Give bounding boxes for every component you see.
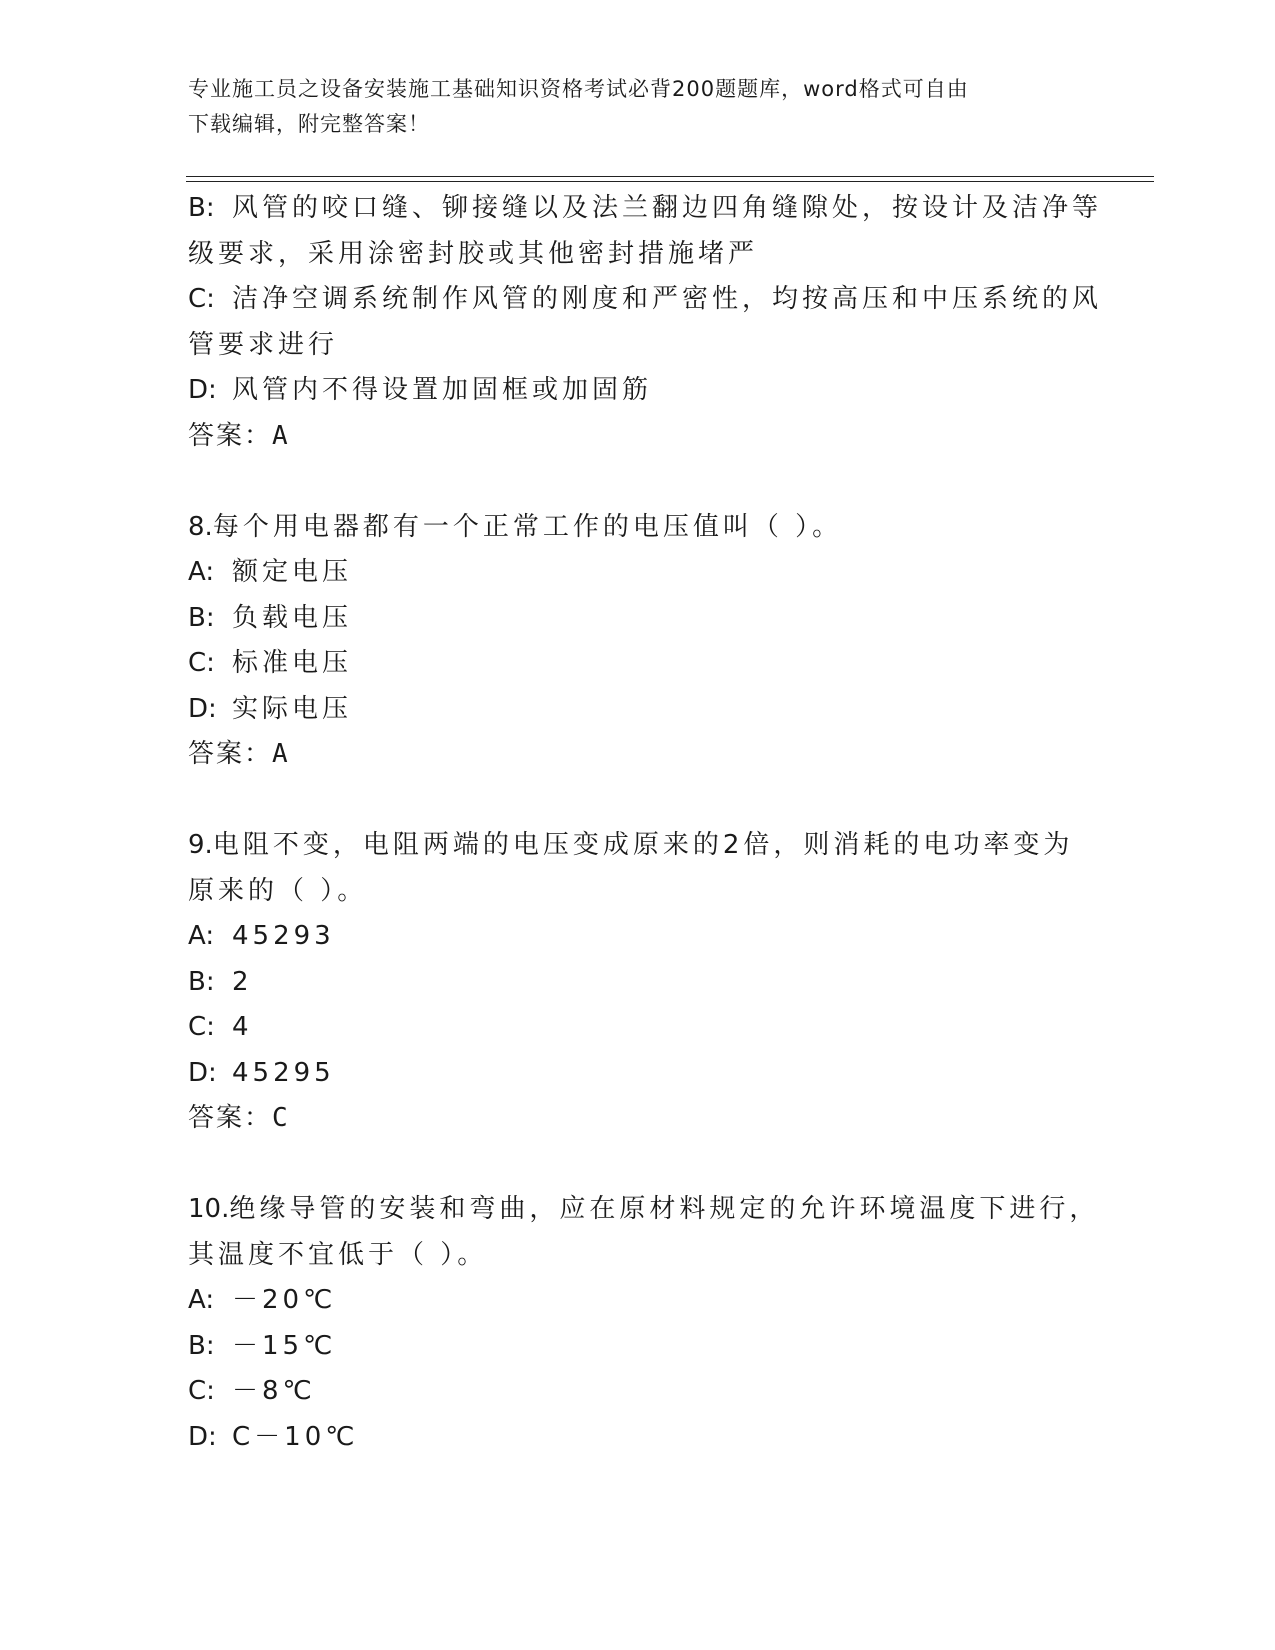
answer-line: 答案：A bbox=[188, 739, 290, 769]
option-key: D: bbox=[188, 693, 217, 724]
question-stem: 电阻不变，电阻两端的电压变成原来的2倍，则消耗的电功率变为 bbox=[212, 830, 1074, 860]
option-text: C－10℃ bbox=[232, 1421, 359, 1452]
option-text: 实际电压 bbox=[232, 693, 353, 724]
question-text-continued: 其温度不宜低于（ ）。 bbox=[188, 1239, 488, 1270]
option-key: A: bbox=[188, 1285, 215, 1315]
option-text: 洁净空调系统制作风管的刚度和严密性，均按高压和中压系统的风 bbox=[232, 284, 1103, 314]
option-a bbox=[188, 550, 1088, 596]
question-10 bbox=[188, 1187, 1100, 1460]
question-text bbox=[188, 505, 1088, 551]
option-b-continued: 级要求，采用涂密封胶或其他密封措施堵严 bbox=[188, 238, 759, 269]
header-divider-top bbox=[186, 176, 1154, 177]
option-text: 标准电压 bbox=[232, 648, 353, 678]
option-text: －15℃ bbox=[232, 1330, 337, 1361]
option-b bbox=[188, 596, 1088, 642]
option-c-continued: 管要求进行 bbox=[188, 329, 339, 360]
option-key: C: bbox=[188, 1376, 215, 1406]
option-text: 4 bbox=[232, 1012, 253, 1042]
question-text bbox=[188, 823, 1088, 869]
option-key: A: bbox=[188, 557, 215, 587]
option-d bbox=[188, 1051, 1088, 1097]
option-key: D: bbox=[188, 1421, 217, 1452]
option-key: B: bbox=[188, 193, 215, 223]
document-body bbox=[188, 186, 1103, 1460]
question-9 bbox=[188, 823, 1088, 1142]
option-key: C: bbox=[188, 648, 215, 678]
option-text: 2 bbox=[232, 966, 253, 997]
header-line-1: 专业施工员之设备安装施工基础知识资格考试必背200题题库，word格式可自由 bbox=[188, 77, 969, 101]
option-d bbox=[188, 368, 1088, 414]
question-number: 10. bbox=[188, 1194, 230, 1224]
prev-question bbox=[188, 186, 1103, 459]
header-line-2: 下载编辑，附完整答案！ bbox=[188, 112, 430, 136]
option-key: B: bbox=[188, 1330, 215, 1361]
option-key: B: bbox=[188, 966, 215, 997]
option-key: C: bbox=[188, 284, 215, 314]
question-stem: 每个用电器都有一个正常工作的电压值叫（ ）。 bbox=[212, 511, 843, 542]
option-key: D: bbox=[188, 1057, 217, 1088]
option-key: A: bbox=[188, 921, 215, 951]
option-b bbox=[188, 186, 1103, 232]
option-text: 45295 bbox=[232, 1057, 335, 1088]
question-text bbox=[188, 1187, 1100, 1233]
question-number: 8. bbox=[188, 511, 213, 542]
option-key: C: bbox=[188, 1012, 215, 1042]
option-text: 45293 bbox=[232, 921, 335, 951]
question-8 bbox=[188, 505, 1088, 778]
option-c bbox=[188, 1005, 1088, 1051]
answer-line: 答案：A bbox=[188, 420, 290, 451]
option-key: D: bbox=[188, 375, 217, 405]
option-d bbox=[188, 687, 1088, 733]
option-text: 风管的咬口缝、铆接缝以及法兰翻边四角缝隙处，按设计及洁净等 bbox=[232, 193, 1103, 223]
option-a bbox=[188, 914, 1088, 960]
option-a bbox=[188, 1278, 1088, 1324]
option-text: －8℃ bbox=[232, 1376, 316, 1406]
header-divider-bottom bbox=[186, 181, 1154, 182]
answer-line: 答案：C bbox=[188, 1103, 290, 1133]
question-stem: 绝缘导管的安装和弯曲，应在原材料规定的允许环境温度下进行， bbox=[229, 1194, 1100, 1224]
document-header bbox=[188, 72, 1068, 142]
spacer bbox=[188, 778, 1088, 824]
spacer bbox=[188, 459, 1088, 505]
option-text: 风管内不得设置加固框或加固筋 bbox=[232, 375, 653, 405]
spacer bbox=[188, 1142, 1088, 1188]
option-text: 负载电压 bbox=[232, 602, 353, 633]
option-text: 额定电压 bbox=[232, 557, 353, 587]
option-c bbox=[188, 641, 1088, 687]
option-c bbox=[188, 277, 1103, 323]
question-number: 9. bbox=[188, 830, 213, 860]
question-text-continued: 原来的（ ）。 bbox=[188, 875, 368, 906]
option-d bbox=[188, 1415, 1088, 1461]
option-text: －20℃ bbox=[232, 1285, 337, 1315]
option-c bbox=[188, 1369, 1088, 1415]
option-b bbox=[188, 960, 1088, 1006]
option-b bbox=[188, 1324, 1088, 1370]
option-key: B: bbox=[188, 602, 215, 633]
